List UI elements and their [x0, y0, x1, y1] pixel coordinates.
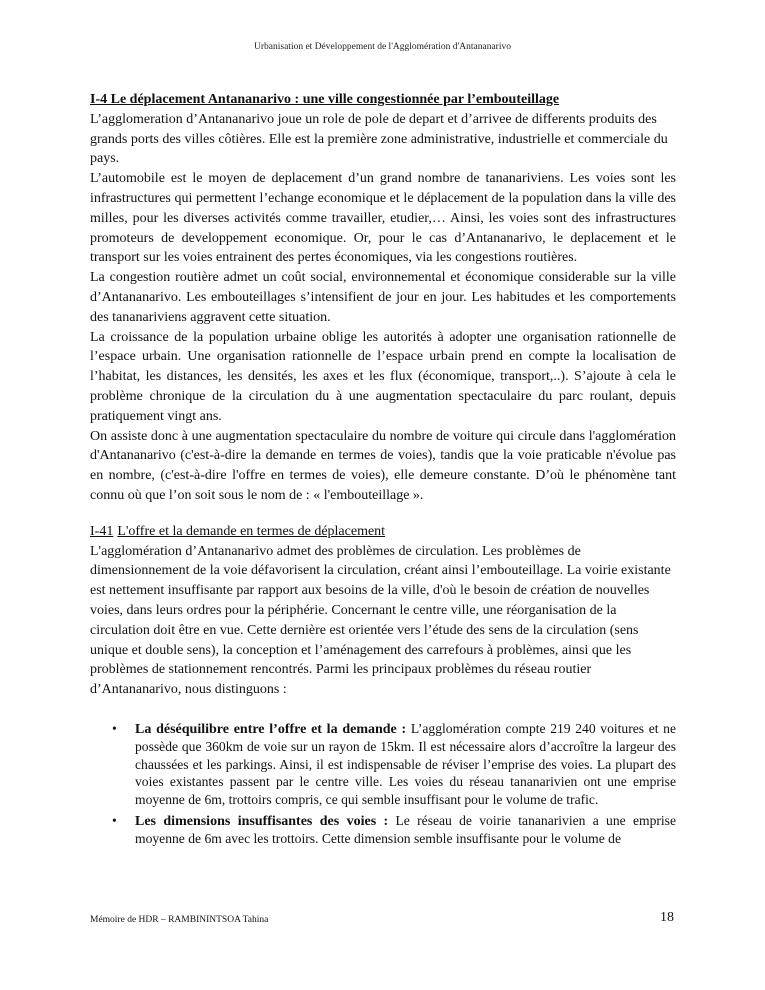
bullet-icon: •: [112, 812, 117, 828]
paragraph-offre-demande: L'agglomération d’Antananarivo admet des problèmes de circulation. Les problèmes de dimensionnement de la voie défavorisent la circulation, créant ainsi l’embouteillage. La voirie existante est nettement insuffisante par rapport aux besoins de la ville, d'où le besoin de création de nouvelles voies, dans leurs ordres pour la périphérie. Concernant le centre ville, une réorganisation de la circulation doit être en vue. Cette dernière est orientée vers l’étude des sens de la circulation (sens unique et double sens), la conception et l’aménagement des carrefours à problèmes, ainsi que les problèmes de stationnement rencontrés. Parmi les principaux problèmes du réseau routier d’Antananarivo, nous distinguons :: [90, 543, 671, 698]
list-item: [90, 812, 676, 848]
subsection-title: [90, 522, 676, 542]
paragraph-automobile: L’automobile est le moyen de deplacement d’un grand nombre de tananariviens. Les voies sont les infrastructures qui permettent l’echange economique et le déplacement de la population dans la ville des milles, pour les diverses activités comme travailler, etudier,… Ainsi, les voies sont des infrastructures promoteurs de developpement economique. Or, pour le cas d’Antananarivo, le deplacement et le transport sur les voies entrainent des pertes économiques, via les congestions routières.: [90, 171, 676, 266]
page-header: Urbanisation et Développement de l'Agglomération d'Antananarivo: [254, 42, 511, 52]
paragraph-embouteillage: On assiste donc à une augmentation spectaculaire du nombre de voiture qui circule dans l'agglomération d'Antananarivo (c'est-à-dire la demande en termes de voies), tandis que la voie praticable n'évolue pas en nombre, (c'est-à-dire l'offre en termes de voies), elle demeure constante. D’où le phénomène tant connu où que l’on soit sous le nom de : « l'embouteillage ».: [90, 428, 676, 503]
paragraph-congestion: La congestion routière admet un coût social, environnemental et économique considerable sur la ville d’Antananarivo. Les embouteillages s’intensifient de jour en jour. Les habitudes et les comportements des tananariviens aggravent cette situation.: [90, 270, 676, 325]
paragraph-croissance: La croissance de la population urbaine oblige les autorités à adopter une organisation rationnelle de l’espace urbain. Une organisation rationnelle de l’espace urbain prend en compte la localisation de l’habitat, les distances, les densités, les axes et les flux (économique, transport,..). S’ajoute à cela le problème chronique de la circulation du à une augmentation spectaculaire du parc roulant, depuis pratiquement vingt ans.: [90, 329, 676, 424]
bullet-icon: •: [112, 720, 117, 736]
list-item-heading: La déséquilibre entre l’offre et la demande :: [135, 721, 407, 737]
list-item-heading: Les dimensions insuffisantes des voies :: [135, 813, 389, 829]
subsection-number: I-41: [90, 523, 114, 539]
page-number: 18: [660, 910, 674, 925]
paragraph-intro: L’agglomeration d’Antananarivo joue un role de pole de depart et d’arrivee de differents produits des grands ports des villes côtières. Elle est la première zone administrative, industrielle et commerciale du pays.: [90, 111, 668, 167]
list-item-text: Le réseau de voirie tananarivien a une emprise moyenne de 6m avec les trottoirs. Cette dimension semble insuffisante pour le volume de: [135, 812, 676, 847]
footer-author: Mémoire de HDR – RAMBININTSOA Tahina: [90, 915, 269, 925]
list-item: [90, 720, 676, 808]
section-title: I-4 Le déplacement Antananarivo : une ville congestionnée par l’embouteillage: [90, 92, 560, 107]
page-body: [90, 90, 676, 852]
problem-list: [90, 720, 676, 848]
list-item-text: L’agglomération compte 219 240 voitures et ne possède que 360km de voie sur un rayon de 15km. Il est nécessaire alors d’accroître la largeur des chaussées et les parkings. Ainsi, il est indispensable de réviser l’emprise des voies. La plupart des voies existantes passent par le centre ville. Les voies du réseau tananarivien ont une emprise moyenne de 6m, trottoirs compris, ce qui semble insuffisant pour le volume de trafic.: [135, 720, 676, 807]
subsection-title-text: L'offre et la demande en termes de déplacement: [117, 523, 386, 539]
